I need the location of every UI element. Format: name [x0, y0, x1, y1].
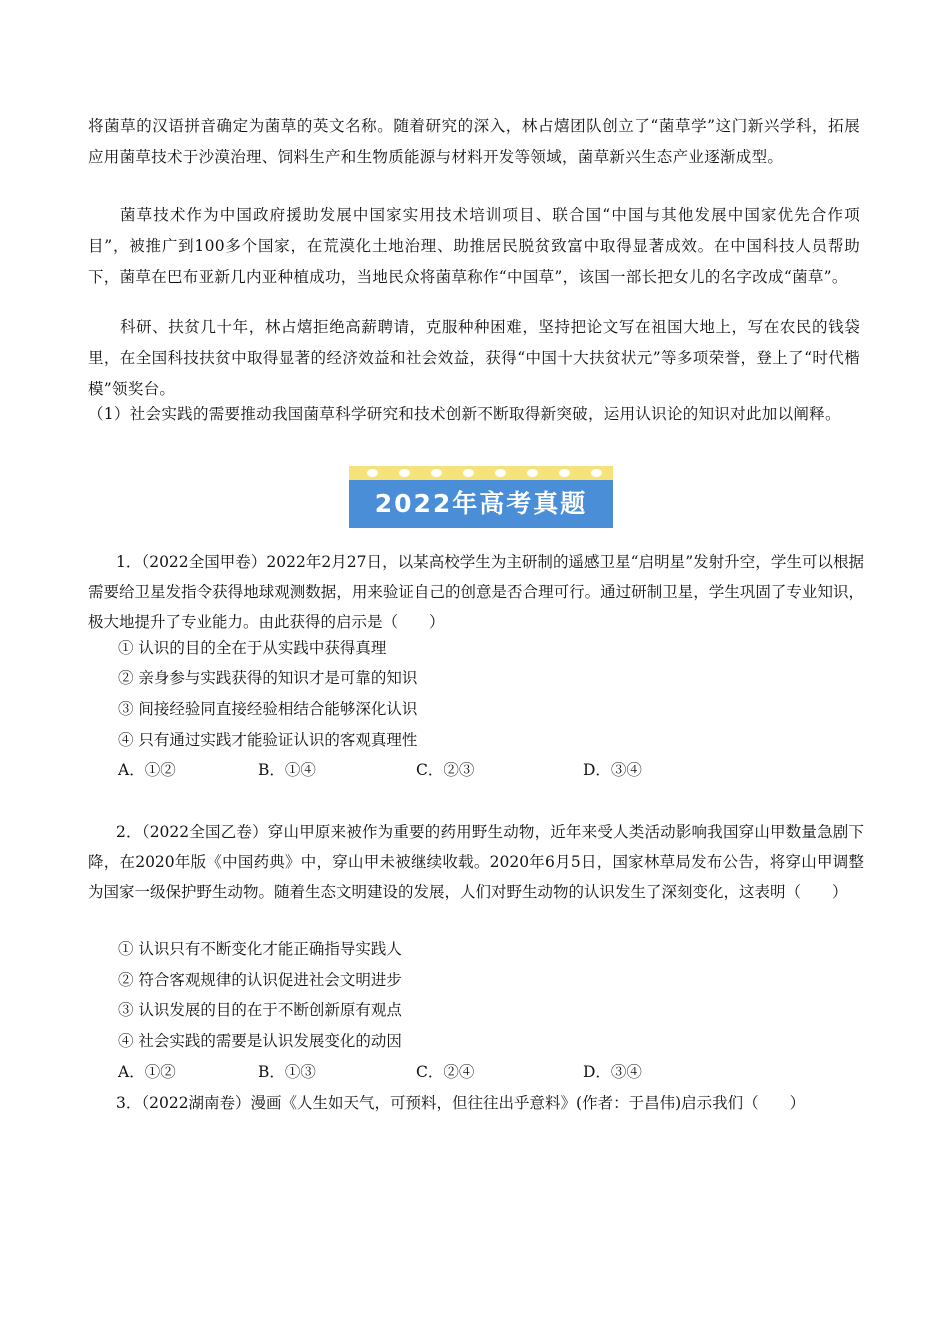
choice-d: D．③④: [583, 761, 642, 779]
banner-title: 2022年高考真题: [349, 480, 613, 528]
banner-dot: [367, 469, 378, 477]
banner-dot: [591, 469, 602, 477]
question-2-option-3: ③ 认识发展的目的在于不断创新原有观点: [118, 1001, 402, 1019]
banner-dot: [431, 469, 442, 477]
passage-paragraph-3: 科研、扶贫几十年，林占熺拒绝高薪聘请，克服种种困难，坚持把论文写在祖国大地上，写在农民的钱袋里，在全国科技扶贫中取得显著的经济效益和社会效益，获得“中国十大扶贫状元”等多项荣誉，登上了“时代楷模”领奖台。: [88, 318, 860, 398]
choice-d: D．③④: [583, 1063, 642, 1081]
question-2-stem: 2．（2022全国乙卷）穿山甲原来被作为重要的药用野生动物，近年来受人类活动影响我国穿山甲数量急剧下降，在2020年版《中国药典》中，穿山甲未被继续收载。2020年6月5日，国家林草局发布公告，将穿山甲调整为国家一级保护野生动物。随着生态文明建设的发展，人们对野生动物的认识发生了深刻变化，这表明（ ）: [88, 823, 864, 901]
choice-b: B．①③: [258, 1063, 316, 1081]
choice-a: A．①②: [118, 1063, 176, 1081]
passage-paragraph-1: 将菌草的汉语拼音确定为菌草的英文名称。随着研究的深入，林占熺团队创立了“菌草学”这门新兴学科，拓展应用菌草技术于沙漠治理、饲料生产和生物质能源与材料开发等领域，菌草新兴生态产业逐渐成型。: [88, 117, 860, 166]
choice-a: A．①②: [118, 761, 176, 779]
question-1-option-3: ③ 间接经验同直接经验相结合能够深化认识: [118, 700, 418, 718]
banner-dot-strip: [349, 466, 613, 480]
question-1-choices: [118, 755, 758, 785]
banner-dot: [559, 469, 570, 477]
choice-b: B．①④: [258, 761, 316, 779]
banner-dot: [399, 469, 410, 477]
question-1-option-4: ④ 只有通过实践才能验证认识的客观真理性: [118, 731, 418, 749]
question-2-choices: [118, 1057, 758, 1087]
question-2-option-2: ② 符合客观规律的认识促进社会文明进步: [118, 971, 402, 989]
task-1: （1）社会实践的需要推动我国菌草科学研究和技术创新不断取得新突破，运用认识论的知识对此加以阐释。: [88, 405, 841, 423]
question-1-stem: 1．（2022全国甲卷）2022年2月27日，以某高校学生为主研制的遥感卫星“启明星”发射升空，学生可以根据需要给卫星发指令获得地球观测数据，用来验证自己的创意是否合理可行。通过研制卫星，学生巩固了专业知识，极大地提升了专业能力。由此获得的启示是（ ）: [88, 553, 864, 631]
banner-dot: [527, 469, 538, 477]
question-2-option-4: ④ 社会实践的需要是认识发展变化的动因: [118, 1032, 402, 1050]
question-3-stem: 3．（2022湖南卷）漫画《人生如天气，可预料，但往往出乎意料》(作者：于昌伟)启示我们（ ）: [116, 1094, 806, 1112]
section-banner: [349, 466, 613, 528]
choice-c: C．②③: [416, 761, 475, 779]
question-1-option-2: ② 亲身参与实践获得的知识才是可靠的知识: [118, 669, 418, 687]
question-1-option-1: ① 认识的目的全在于从实践中获得真理: [118, 639, 387, 657]
passage-paragraph-2: 菌草技术作为中国政府援助发展中国家实用技术培训项目、联合国“中国与其他发展中国家优先合作项目”，被推广到100多个国家，在荒漠化土地治理、助推居民脱贫致富中取得显著成效。在中国科技人员帮助下，菌草在巴布亚新几内亚种植成功，当地民众将菌草称作“中国草”，该国一部长把女儿的名字改成“菌草”。: [88, 206, 860, 286]
choice-c: C．②④: [416, 1063, 475, 1081]
banner-dot: [495, 469, 506, 477]
question-2-option-1: ① 认识只有不断变化才能正确指导实践人: [118, 940, 402, 958]
banner-dot: [463, 469, 474, 477]
